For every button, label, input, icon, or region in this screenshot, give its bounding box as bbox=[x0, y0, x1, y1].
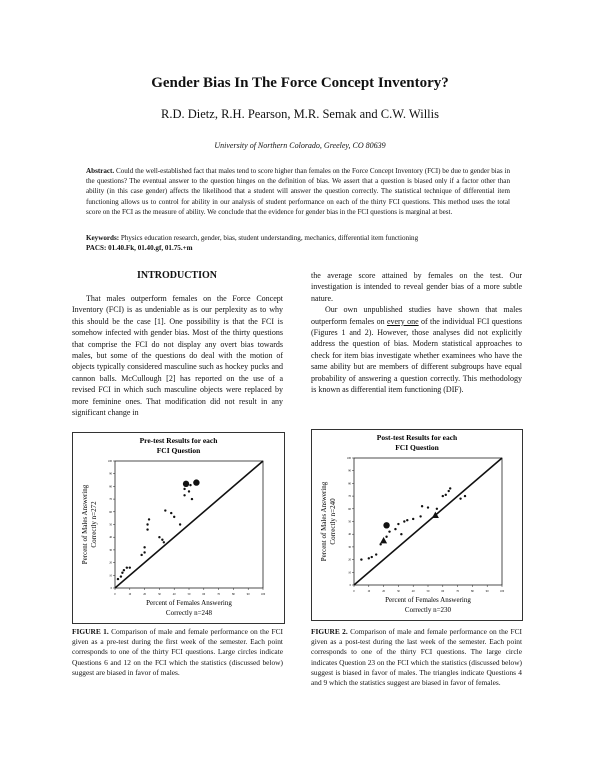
x-tick-label: 70 bbox=[217, 593, 220, 596]
data-point bbox=[179, 523, 181, 525]
intro-paragraph-1: That males outperform females on the Force Concept Inventory (FCI) is as undeniable as is our perplexity as to why this should be the case [1]. One possibility is that the FCI is somehow infected with gender bias. Most of the thirty questions that comprise the FCI do not display any overt bias towards males, but some of the questions do deal with the motion of objects typically considered masculine such as hockey pucks and cannon balls. McCullough [2] has reported on the use of a revised FCI in which such masculine objects were replaced by more feminine ones. That modification did not result in any significant change in bbox=[72, 294, 283, 418]
data-point bbox=[188, 490, 190, 492]
intro-right-column bbox=[311, 270, 522, 395]
figure-1-scatter-chart bbox=[73, 433, 284, 623]
y-tick-label: 10 bbox=[348, 571, 351, 575]
data-point bbox=[189, 484, 191, 486]
data-point bbox=[191, 498, 193, 500]
reference-line-y-equals-x bbox=[115, 461, 263, 588]
y-tick-label: 20 bbox=[348, 558, 351, 562]
x-tick-label: 0 bbox=[114, 593, 116, 596]
data-point bbox=[117, 578, 119, 580]
x-tick-label: 60 bbox=[441, 590, 445, 593]
keywords-block bbox=[86, 233, 510, 253]
data-point bbox=[449, 487, 451, 489]
x-tick-label: 70 bbox=[456, 590, 459, 593]
chart-title-line: FCI Question bbox=[395, 443, 439, 452]
keywords-text: Physics education research, gender, bias, student understanding, mechanics, differential item functioning bbox=[120, 234, 419, 242]
x-tick-label: 40 bbox=[172, 593, 176, 596]
data-point bbox=[445, 494, 447, 496]
x-tick-label: 0 bbox=[353, 590, 355, 593]
data-point bbox=[146, 523, 148, 525]
data-point bbox=[375, 553, 377, 555]
x-axis-label-line: Correctly n=230 bbox=[404, 606, 452, 614]
intro-paragraph-2-end: of the individual FCI questions (Figures 1 and 2). However, those analyses did not explicitly address the question of bias. Modern statistical approaches to check for item bias investigate whether examinees who have the same ability but are members of different subgroups have equal probability of answering a question correctly. This methodology is known as differential item functioning (DIF). bbox=[311, 316, 522, 395]
paper-title: Gender Bias In The Force Concept Inventory? bbox=[151, 75, 449, 91]
data-point bbox=[143, 551, 145, 553]
data-point bbox=[400, 533, 402, 535]
data-point bbox=[183, 494, 185, 496]
y-tick-label: 0 bbox=[110, 587, 112, 590]
abstract-label: Abstract. bbox=[86, 167, 115, 175]
x-tick-label: 30 bbox=[397, 590, 400, 593]
data-point bbox=[379, 543, 381, 545]
data-point bbox=[173, 516, 175, 518]
x-tick-label: 90 bbox=[246, 593, 250, 596]
intro-paragraph-2-underlined: every one bbox=[386, 316, 419, 326]
data-point bbox=[385, 536, 387, 538]
x-tick-label: 10 bbox=[367, 590, 371, 593]
intro-paragraph-2 bbox=[311, 304, 522, 395]
figure-2 bbox=[311, 429, 523, 621]
data-point bbox=[121, 572, 123, 574]
y-tick-label: 60 bbox=[109, 510, 112, 514]
data-point bbox=[368, 557, 370, 559]
data-point bbox=[123, 569, 125, 571]
figure-1-caption bbox=[72, 627, 283, 678]
y-axis-label-line: Correctly n=272 bbox=[90, 501, 98, 548]
y-tick-label: 40 bbox=[109, 536, 112, 540]
data-point bbox=[464, 495, 466, 497]
data-point bbox=[412, 518, 414, 520]
y-tick-label: 30 bbox=[348, 545, 351, 549]
y-tick-label: 100 bbox=[107, 460, 112, 463]
section-heading-introduction: INTRODUCTION bbox=[136, 270, 217, 281]
y-tick-label: 50 bbox=[109, 523, 112, 527]
data-point bbox=[158, 536, 160, 538]
figure-1-caption-text: Comparison of male and female performance on the FCI given as a pre-test during the first week of the semester. Each point corresponds to one of the thirty FCI questions. Large circles indicate Questions 6 and 12 on the FCI which the statistics (discussed below) suggest are biased in favor of males. bbox=[72, 627, 283, 677]
chart-title-line: Pre-test Results for each bbox=[139, 436, 218, 445]
figure-2-caption-text: Comparison of male and female performance on the FCI given as a post-test during the last week of the semester. Each point corresponds to one of the thirty FCI questions. The large circle indicates Question 23 on the FCI which the statistics (discussed below) suggest is biased in favor of males. The triangles indicate Questions 4 and 9 which the statistics suggest are biased in favor of females. bbox=[311, 627, 522, 688]
y-tick-label: 10 bbox=[109, 574, 112, 578]
intro-paragraph-1-continued: the average score attained by females on the test. Our investigation is intended to reveal gender bias of a more subtle nature. bbox=[311, 271, 522, 303]
x-tick-label: 100 bbox=[260, 593, 266, 596]
x-tick-label: 60 bbox=[202, 593, 206, 596]
x-tick-label: 10 bbox=[128, 593, 132, 596]
data-point bbox=[406, 519, 408, 521]
y-tick-label: 20 bbox=[109, 561, 112, 565]
figure-1-caption-label: FIGURE 1. bbox=[72, 627, 109, 636]
data-point bbox=[442, 495, 444, 497]
x-tick-label: 30 bbox=[158, 593, 161, 596]
y-tick-label: 0 bbox=[349, 584, 351, 587]
data-point bbox=[170, 512, 172, 514]
y-axis-label-line: Percent of Males Answering bbox=[81, 484, 89, 565]
data-point-large-circle bbox=[183, 481, 189, 487]
x-tick-label: 20 bbox=[382, 590, 385, 593]
figure-2-caption bbox=[311, 627, 522, 688]
x-tick-label: 100 bbox=[499, 590, 505, 593]
pacs-codes: PACS: 01.40.Fk, 01.40.gf, 01.75.+m bbox=[86, 244, 193, 252]
data-point bbox=[459, 497, 461, 499]
data-point bbox=[371, 556, 373, 558]
intro-paragraph-2-start: Our own unpublished studies have shown that males outperform females on bbox=[311, 305, 522, 326]
y-tick-label: 50 bbox=[348, 520, 351, 524]
x-axis-label-line: Correctly n=248 bbox=[165, 609, 213, 617]
x-tick-label: 50 bbox=[426, 590, 430, 593]
data-point bbox=[129, 566, 131, 568]
y-tick-label: 70 bbox=[348, 495, 351, 499]
y-tick-label: 80 bbox=[348, 482, 351, 486]
x-tick-label: 90 bbox=[485, 590, 489, 593]
x-tick-label: 80 bbox=[471, 590, 474, 593]
chart-title-line: FCI Question bbox=[156, 446, 201, 455]
data-point bbox=[183, 488, 185, 490]
data-point bbox=[126, 566, 128, 568]
data-point bbox=[388, 530, 390, 532]
y-tick-label: 40 bbox=[348, 533, 351, 537]
chart-title-line: Post-test Results for each bbox=[376, 433, 458, 442]
data-point bbox=[161, 539, 163, 541]
x-tick-label: 40 bbox=[411, 590, 415, 593]
y-tick-label: 80 bbox=[109, 485, 112, 489]
keywords-label: Keywords: bbox=[86, 234, 120, 242]
data-point bbox=[164, 509, 166, 511]
y-axis-label-line: Percent of Males Answering bbox=[320, 481, 328, 562]
data-point-triangle bbox=[380, 537, 387, 543]
x-tick-label: 50 bbox=[187, 593, 191, 596]
abstract-text: Could the well-established fact that males tend to score higher than females on the Force Concept Inventory (FCI) be due to gender bias in the questions? The eventual answer to the question hinges on the definition of bias. We assert that a question is biased only if a factor other than ability (in this case gender) affects the likelihood that a student will answer the question correctly. The statistical technique of differential item functioning allows us to control for ability in our analysis of student performance on each of the thirty FCI questions. This method uses the total score on the FCI as the measure of ability. We conclude that the evidence for gender bias in the FCI questions is marginal at best. bbox=[86, 167, 510, 216]
y-tick-label: 70 bbox=[109, 498, 112, 502]
abstract bbox=[86, 166, 510, 217]
data-point bbox=[163, 541, 165, 543]
x-tick-label: 20 bbox=[143, 593, 146, 596]
data-point bbox=[419, 515, 421, 517]
data-point bbox=[427, 506, 429, 508]
y-tick-label: 60 bbox=[348, 507, 351, 511]
intro-left-column bbox=[72, 293, 283, 418]
x-axis-label-line: Percent of Females Answering bbox=[146, 599, 232, 607]
data-point bbox=[140, 554, 142, 556]
y-tick-label: 100 bbox=[346, 457, 351, 460]
data-point bbox=[143, 546, 145, 548]
figure-1 bbox=[72, 432, 285, 624]
data-point bbox=[436, 508, 438, 510]
data-point bbox=[360, 558, 362, 560]
data-point bbox=[148, 518, 150, 520]
figure-2-caption-label: FIGURE 2. bbox=[311, 627, 348, 636]
reference-line-y-equals-x bbox=[354, 458, 502, 585]
y-tick-label: 90 bbox=[348, 469, 351, 473]
data-point-large-circle bbox=[383, 522, 389, 528]
data-point bbox=[448, 490, 450, 492]
x-axis-label-line: Percent of Females Answering bbox=[385, 596, 471, 604]
data-point bbox=[421, 505, 423, 507]
data-point bbox=[403, 520, 405, 522]
figure-2-scatter-chart bbox=[312, 430, 522, 620]
data-point bbox=[397, 523, 399, 525]
paper-affiliation: University of Northern Colorado, Greeley, CO 80639 bbox=[214, 141, 386, 150]
x-tick-label: 80 bbox=[232, 593, 235, 596]
y-tick-label: 90 bbox=[109, 472, 112, 476]
data-point bbox=[120, 575, 122, 577]
data-point bbox=[146, 528, 148, 530]
data-point-large-circle bbox=[193, 479, 199, 485]
paper-authors: R.D. Dietz, R.H. Pearson, M.R. Semak and C.W. Willis bbox=[161, 107, 439, 121]
y-axis-label-line: Correctly n=240 bbox=[329, 498, 337, 545]
data-point bbox=[394, 528, 396, 530]
y-tick-label: 30 bbox=[109, 548, 112, 552]
